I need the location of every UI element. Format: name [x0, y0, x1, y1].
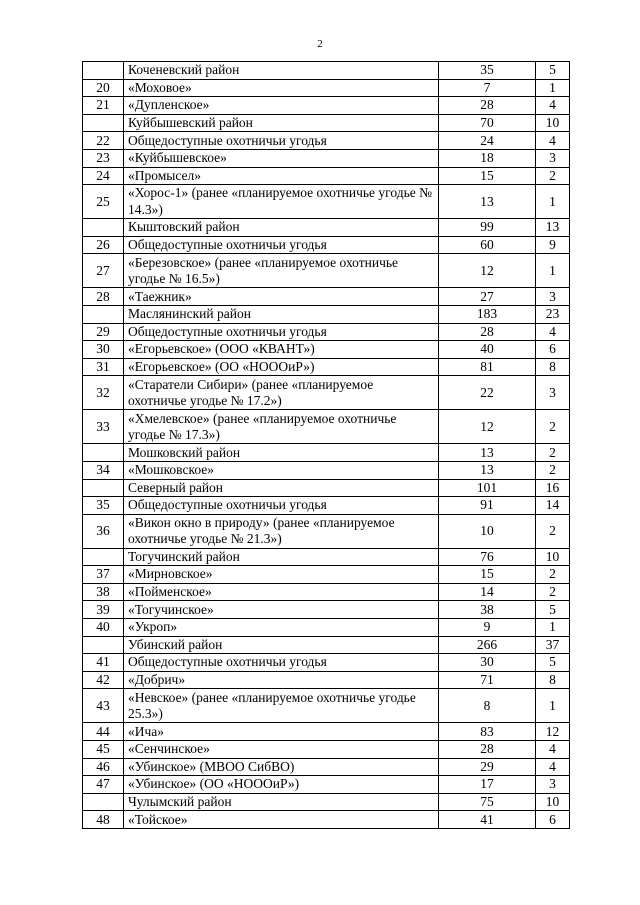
row-value-b-cell: 23	[536, 305, 570, 323]
row-name-cell: «Куйбышевское»	[124, 149, 439, 167]
row-number-cell: 26	[83, 236, 124, 254]
row-value-a-cell: 22	[439, 376, 536, 410]
row-value-a-cell: 15	[439, 167, 536, 185]
row-value-b-cell: 4	[536, 132, 570, 150]
row-value-b-cell: 1	[536, 619, 570, 637]
row-number-cell	[83, 305, 124, 323]
table-row	[83, 410, 570, 444]
row-value-a-cell: 7	[439, 79, 536, 97]
row-value-a-cell: 75	[439, 793, 536, 811]
row-value-b-cell: 2	[536, 410, 570, 444]
row-name-cell: Общедоступные охотничьи угодья	[124, 654, 439, 672]
row-value-a-cell: 266	[439, 636, 536, 654]
row-name-cell: «Дупленское»	[124, 97, 439, 115]
row-value-a-cell: 28	[439, 97, 536, 115]
row-number-cell: 24	[83, 167, 124, 185]
row-value-b-cell: 1	[536, 185, 570, 219]
row-value-a-cell: 101	[439, 479, 536, 497]
table-row	[83, 358, 570, 376]
row-value-b-cell: 10	[536, 114, 570, 132]
row-number-cell: 33	[83, 410, 124, 444]
row-value-b-cell: 1	[536, 254, 570, 288]
row-number-cell: 40	[83, 619, 124, 637]
row-value-a-cell: 60	[439, 236, 536, 254]
table-row	[83, 341, 570, 359]
row-name-cell: «Моховое»	[124, 79, 439, 97]
row-number-cell: 31	[83, 358, 124, 376]
row-number-cell: 36	[83, 514, 124, 548]
row-value-a-cell: 13	[439, 185, 536, 219]
table-row	[83, 619, 570, 637]
row-number-cell: 22	[83, 132, 124, 150]
row-name-cell: Общедоступные охотничьи угодья	[124, 497, 439, 515]
row-value-b-cell: 10	[536, 793, 570, 811]
row-value-b-cell: 16	[536, 479, 570, 497]
row-value-b-cell: 2	[536, 444, 570, 462]
row-name-cell: «Березовское» (ранее «планируемое охотничье угодье № 16.5»)	[124, 254, 439, 288]
row-name-cell: «Убинское» (МВОО СибВО)	[124, 758, 439, 776]
table-row	[83, 566, 570, 584]
table-row	[83, 741, 570, 759]
row-value-b-cell: 4	[536, 741, 570, 759]
row-value-b-cell: 14	[536, 497, 570, 515]
row-number-cell: 41	[83, 654, 124, 672]
row-name-cell: Мошковский район	[124, 444, 439, 462]
row-value-b-cell: 4	[536, 97, 570, 115]
row-value-a-cell: 70	[439, 114, 536, 132]
row-name-cell: «Викон окно в природу» (ранее «планируемое охотничье угодье № 21.3»)	[124, 514, 439, 548]
row-value-a-cell: 183	[439, 305, 536, 323]
row-number-cell: 29	[83, 323, 124, 341]
row-number-cell: 35	[83, 497, 124, 515]
row-value-a-cell: 10	[439, 514, 536, 548]
table-row	[83, 185, 570, 219]
row-value-a-cell: 28	[439, 323, 536, 341]
row-name-cell: «Таежник»	[124, 288, 439, 306]
row-name-cell: «Промысел»	[124, 167, 439, 185]
row-name-cell: «Егорьевское» (ООО «КВАНТ»)	[124, 341, 439, 359]
row-name-cell: «Невское» (ранее «планируемое охотничье угодье 25.3»)	[124, 689, 439, 723]
row-value-b-cell: 37	[536, 636, 570, 654]
row-value-a-cell: 12	[439, 410, 536, 444]
row-name-cell: «Укроп»	[124, 619, 439, 637]
row-name-cell: Куйбышевский район	[124, 114, 439, 132]
row-name-cell: Маслянинский район	[124, 305, 439, 323]
row-value-b-cell: 2	[536, 461, 570, 479]
row-name-cell: «Мирновское»	[124, 566, 439, 584]
row-value-a-cell: 9	[439, 619, 536, 637]
row-value-a-cell: 91	[439, 497, 536, 515]
row-value-a-cell: 13	[439, 444, 536, 462]
row-number-cell: 43	[83, 689, 124, 723]
row-number-cell	[83, 479, 124, 497]
table-row	[83, 514, 570, 548]
row-name-cell: «Старатели Сибири» (ранее «планируемое охотничье угодье № 17.2»)	[124, 376, 439, 410]
row-name-cell: «Хорос-1» (ранее «планируемое охотничье угодье № 14.3»)	[124, 185, 439, 219]
row-value-b-cell: 10	[536, 548, 570, 566]
row-number-cell	[83, 548, 124, 566]
district-row	[83, 793, 570, 811]
row-name-cell: Общедоступные охотничьи угодья	[124, 132, 439, 150]
district-row	[83, 305, 570, 323]
row-number-cell	[83, 444, 124, 462]
table-row	[83, 811, 570, 829]
row-number-cell: 32	[83, 376, 124, 410]
table-row	[83, 601, 570, 619]
row-name-cell: «Пойменское»	[124, 583, 439, 601]
row-number-cell: 27	[83, 254, 124, 288]
row-value-a-cell: 27	[439, 288, 536, 306]
row-number-cell: 45	[83, 741, 124, 759]
table-row	[83, 79, 570, 97]
district-row	[83, 62, 570, 80]
row-number-cell: 28	[83, 288, 124, 306]
row-value-b-cell: 3	[536, 776, 570, 794]
row-value-b-cell: 5	[536, 601, 570, 619]
hunting-grounds-table	[82, 61, 570, 829]
row-value-b-cell: 3	[536, 288, 570, 306]
row-value-a-cell: 15	[439, 566, 536, 584]
row-value-b-cell: 5	[536, 654, 570, 672]
row-name-cell: «Добрич»	[124, 671, 439, 689]
table-row	[83, 254, 570, 288]
row-value-b-cell: 8	[536, 671, 570, 689]
row-value-a-cell: 41	[439, 811, 536, 829]
row-value-b-cell: 3	[536, 149, 570, 167]
table-row	[83, 167, 570, 185]
row-value-a-cell: 24	[439, 132, 536, 150]
table-row	[83, 149, 570, 167]
row-value-b-cell: 2	[536, 566, 570, 584]
row-name-cell: «Хмелевское» (ранее «планируемое охотничье угодье № 17.3»)	[124, 410, 439, 444]
row-value-b-cell: 6	[536, 811, 570, 829]
row-value-a-cell: 71	[439, 671, 536, 689]
row-value-a-cell: 99	[439, 219, 536, 237]
district-row	[83, 479, 570, 497]
row-number-cell: 48	[83, 811, 124, 829]
row-number-cell: 38	[83, 583, 124, 601]
table-row	[83, 288, 570, 306]
table-row	[83, 323, 570, 341]
row-value-b-cell: 8	[536, 358, 570, 376]
row-name-cell: «Тойское»	[124, 811, 439, 829]
row-number-cell: 44	[83, 723, 124, 741]
row-name-cell: «Убинское» (ОО «НОООиР»)	[124, 776, 439, 794]
table-row	[83, 236, 570, 254]
row-value-a-cell: 14	[439, 583, 536, 601]
table-row	[83, 723, 570, 741]
table-row	[83, 671, 570, 689]
row-name-cell: «Сенчинское»	[124, 741, 439, 759]
row-value-b-cell: 4	[536, 323, 570, 341]
row-value-b-cell: 9	[536, 236, 570, 254]
table-row	[83, 97, 570, 115]
row-value-a-cell: 38	[439, 601, 536, 619]
row-number-cell: 25	[83, 185, 124, 219]
row-name-cell: Общедоступные охотничьи угодья	[124, 236, 439, 254]
page-number: 2	[317, 38, 323, 50]
row-value-a-cell: 83	[439, 723, 536, 741]
district-row	[83, 219, 570, 237]
row-value-a-cell: 40	[439, 341, 536, 359]
district-row	[83, 444, 570, 462]
row-value-a-cell: 35	[439, 62, 536, 80]
row-value-a-cell: 13	[439, 461, 536, 479]
row-value-a-cell: 76	[439, 548, 536, 566]
table-row	[83, 376, 570, 410]
row-number-cell: 30	[83, 341, 124, 359]
table-row	[83, 758, 570, 776]
row-number-cell	[83, 219, 124, 237]
row-number-cell: 23	[83, 149, 124, 167]
row-name-cell: «Егорьевское» (ОО «НОООиР»)	[124, 358, 439, 376]
row-value-b-cell: 6	[536, 341, 570, 359]
district-row	[83, 636, 570, 654]
row-name-cell: Убинский район	[124, 636, 439, 654]
row-number-cell: 20	[83, 79, 124, 97]
row-number-cell: 34	[83, 461, 124, 479]
table-row	[83, 583, 570, 601]
row-name-cell: Северный район	[124, 479, 439, 497]
row-name-cell: «Мошковское»	[124, 461, 439, 479]
row-value-a-cell: 30	[439, 654, 536, 672]
district-row	[83, 114, 570, 132]
row-name-cell: «Тогучинское»	[124, 601, 439, 619]
table-row	[83, 689, 570, 723]
row-number-cell	[83, 114, 124, 132]
row-name-cell: Тогучинский район	[124, 548, 439, 566]
row-value-b-cell: 13	[536, 219, 570, 237]
row-value-a-cell: 81	[439, 358, 536, 376]
row-value-b-cell: 1	[536, 689, 570, 723]
row-value-a-cell: 29	[439, 758, 536, 776]
row-number-cell	[83, 62, 124, 80]
row-number-cell	[83, 793, 124, 811]
row-number-cell: 46	[83, 758, 124, 776]
table-row	[83, 461, 570, 479]
row-name-cell: Чулымский район	[124, 793, 439, 811]
row-number-cell: 47	[83, 776, 124, 794]
row-number-cell: 21	[83, 97, 124, 115]
table-row	[83, 776, 570, 794]
row-number-cell	[83, 636, 124, 654]
table-row	[83, 654, 570, 672]
row-value-a-cell: 8	[439, 689, 536, 723]
table-row	[83, 497, 570, 515]
row-value-b-cell: 2	[536, 167, 570, 185]
row-value-a-cell: 28	[439, 741, 536, 759]
row-name-cell: Коченевский район	[124, 62, 439, 80]
row-name-cell: Общедоступные охотничьи угодья	[124, 323, 439, 341]
row-value-a-cell: 17	[439, 776, 536, 794]
row-value-b-cell: 2	[536, 514, 570, 548]
row-value-a-cell: 18	[439, 149, 536, 167]
row-name-cell: «Ича»	[124, 723, 439, 741]
row-name-cell: Кыштовский район	[124, 219, 439, 237]
row-value-b-cell: 5	[536, 62, 570, 80]
district-row	[83, 548, 570, 566]
row-value-b-cell: 2	[536, 583, 570, 601]
row-value-a-cell: 12	[439, 254, 536, 288]
row-value-b-cell: 4	[536, 758, 570, 776]
row-number-cell: 39	[83, 601, 124, 619]
row-value-b-cell: 1	[536, 79, 570, 97]
table-row	[83, 132, 570, 150]
row-value-b-cell: 12	[536, 723, 570, 741]
table-body	[83, 62, 570, 829]
row-number-cell: 42	[83, 671, 124, 689]
row-number-cell: 37	[83, 566, 124, 584]
row-value-b-cell: 3	[536, 376, 570, 410]
